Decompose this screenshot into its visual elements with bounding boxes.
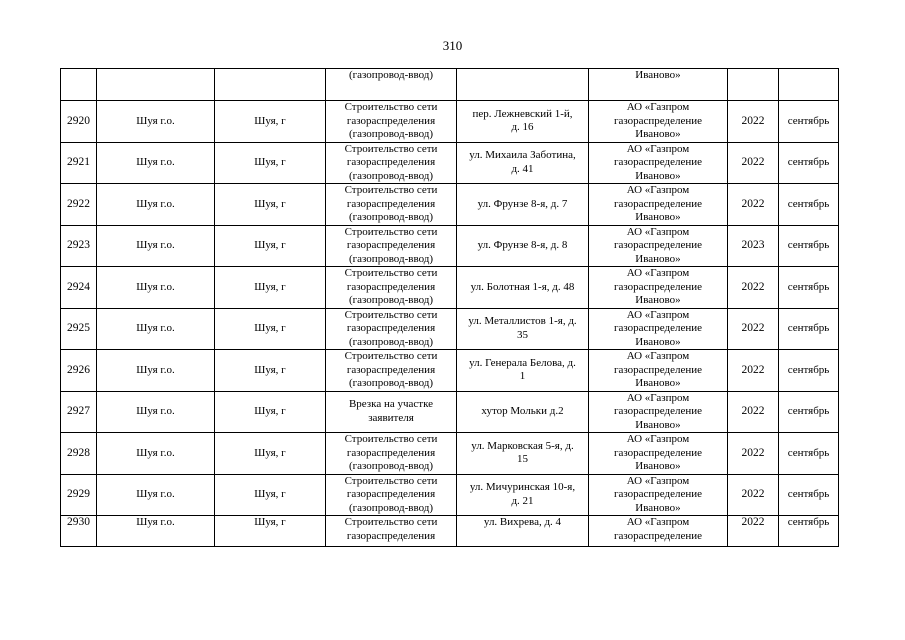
cell-work-type-line: Строительство сети (344, 474, 438, 487)
gas-connection-table (60, 68, 839, 547)
cell-year: 2022 (728, 184, 779, 226)
cell-locality: Шуя, г (215, 267, 326, 309)
cell-work-type (326, 391, 457, 433)
cell-work-type-line: газораспределения (346, 488, 436, 500)
cell-work-type-line: Строительство сети (344, 142, 438, 155)
cell-work-type (326, 350, 457, 392)
cell-locality (215, 69, 326, 101)
cell-organization (589, 391, 728, 433)
cell-address-line: ул. Металлистов 1-я, д. (468, 315, 577, 328)
cell-month (779, 69, 839, 101)
table-body (61, 69, 839, 547)
cell-district: Шуя г.о. (97, 308, 215, 350)
cell-district: Шуя г.о. (97, 184, 215, 226)
cell-work-type-line: заявителя (368, 411, 414, 424)
cell-number: 2922 (61, 184, 97, 226)
cell-locality: Шуя, г (215, 433, 326, 475)
cell-year: 2022 (728, 101, 779, 143)
cell-organization-line: Иваново» (635, 294, 681, 306)
cell-organization-line: АО «Газпром (626, 184, 690, 196)
cell-work-type-line: Врезка на участке (348, 398, 434, 411)
cell-work-type-line: (газопровод-ввод) (348, 460, 434, 472)
cell-work-type-line: (газопровод-ввод) (348, 69, 434, 81)
table-row (61, 267, 839, 309)
cell-address (457, 433, 589, 475)
cell-organization-line: АО «Газпром (626, 142, 690, 155)
cell-work-type-line: Строительство сети (344, 225, 438, 238)
cell-organization-line: АО «Газпром (626, 308, 690, 321)
table-row (61, 225, 839, 267)
cell-year: 2022 (728, 308, 779, 350)
cell-organization-line: газораспределение (613, 488, 703, 500)
cell-organization-line: АО «Газпром (626, 433, 690, 445)
cell-month: сентябрь (779, 184, 839, 226)
cell-work-type (326, 142, 457, 184)
table-row (61, 433, 839, 475)
page-number: 310 (442, 38, 463, 53)
cell-district: Шуя г.о. (97, 516, 215, 547)
cell-organization-line: АО «Газпром (626, 225, 690, 238)
cell-locality: Шуя, г (215, 184, 326, 226)
cell-work-type-line: (газопровод-ввод) (348, 294, 434, 306)
cell-year: 2022 (728, 474, 779, 516)
cell-organization-line: АО «Газпром (626, 516, 690, 528)
cell-address-line: ул. Генерала Белова, д. (469, 356, 576, 369)
cell-organization-line: АО «Газпром (626, 101, 690, 113)
cell-work-type-line: Строительство сети (344, 101, 438, 113)
cell-organization-line: Иваново» (635, 377, 681, 389)
cell-locality: Шуя, г (215, 474, 326, 516)
cell-organization-line: газораспределение (613, 405, 703, 417)
cell-organization-line: Иваново» (635, 128, 681, 140)
table-row (61, 474, 839, 516)
cell-locality: Шуя, г (215, 101, 326, 143)
cell-address-line: хутор Мольки д.2 (481, 405, 564, 417)
cell-address-line: ул. Фрунзе 8-я, д. 8 (477, 239, 568, 251)
cell-address (457, 69, 589, 101)
cell-district (97, 69, 215, 101)
cell-organization-line: газораспределение (613, 529, 703, 542)
cell-locality: Шуя, г (215, 391, 326, 433)
cell-address-line: д. 41 (511, 162, 534, 175)
cell-organization-line: газораспределение (613, 280, 703, 293)
cell-work-type-line: Строительство сети (344, 516, 438, 528)
cell-year: 2022 (728, 350, 779, 392)
cell-organization (589, 142, 728, 184)
cell-organization (589, 474, 728, 516)
cell-work-type (326, 474, 457, 516)
cell-work-type-line: (газопровод-ввод) (348, 335, 434, 348)
cell-address (457, 225, 589, 267)
cell-address-line: пер. Лежневский 1-й, (472, 107, 573, 120)
cell-year: 2022 (728, 391, 779, 433)
cell-work-type-line: (газопровод-ввод) (348, 252, 434, 265)
cell-organization-line: АО «Газпром (626, 267, 690, 279)
cell-number (61, 69, 97, 101)
cell-address-line: 15 (517, 453, 528, 466)
cell-work-type-line: газораспределения (346, 322, 436, 334)
cell-work-type (326, 225, 457, 267)
cell-work-type-line: газораспределения (346, 280, 436, 293)
cell-address-line: 1 (519, 370, 526, 383)
cell-district: Шуя г.о. (97, 350, 215, 392)
cell-district: Шуя г.о. (97, 225, 215, 267)
cell-work-type-line: Строительство сети (344, 267, 438, 279)
cell-work-type-line: Строительство сети (344, 184, 438, 196)
cell-address (457, 267, 589, 309)
cell-month: сентябрь (779, 308, 839, 350)
cell-work-type-line: газораспределения (346, 239, 436, 251)
table-row (61, 391, 839, 433)
cell-work-type-line: Строительство сети (344, 433, 438, 445)
cell-address (457, 350, 589, 392)
cell-year: 2022 (728, 267, 779, 309)
cell-work-type-line: газораспределения (346, 156, 436, 168)
cell-work-type-line: Строительство сети (344, 308, 438, 321)
cell-work-type (326, 433, 457, 475)
cell-address-line: д. 16 (511, 121, 534, 134)
cell-address (457, 184, 589, 226)
cell-year: 2023 (728, 225, 779, 267)
cell-organization (589, 516, 728, 547)
cell-address (457, 516, 589, 547)
cell-organization-line: АО «Газпром (626, 350, 690, 362)
cell-organization (589, 267, 728, 309)
cell-organization-line: газораспределение (613, 322, 703, 334)
cell-number: 2924 (61, 267, 97, 309)
cell-organization-line: газораспределение (613, 156, 703, 168)
cell-month: сентябрь (779, 516, 839, 547)
cell-number: 2921 (61, 142, 97, 184)
cell-number: 2926 (61, 350, 97, 392)
table-row-continuation (61, 69, 839, 101)
cell-address (457, 308, 589, 350)
cell-organization-line: газораспределение (613, 446, 703, 459)
cell-work-type-line: Строительство сети (344, 350, 438, 362)
cell-month: сентябрь (779, 350, 839, 392)
cell-locality: Шуя, г (215, 516, 326, 547)
cell-organization-line: АО «Газпром (626, 474, 690, 487)
cell-work-type-line: (газопровод-ввод) (348, 169, 434, 182)
cell-work-type (326, 184, 457, 226)
cell-address-line: ул. Фрунзе 8-я, д. 7 (477, 197, 568, 210)
cell-number: 2927 (61, 391, 97, 433)
cell-year: 2022 (728, 142, 779, 184)
cell-organization (589, 350, 728, 392)
cell-organization (589, 101, 728, 143)
cell-organization-line: Иваново» (635, 252, 681, 265)
cell-year: 2022 (728, 516, 779, 547)
cell-address-line: ул. Михаила Заботина, (469, 149, 576, 162)
cell-address-line: д. 21 (511, 494, 534, 507)
cell-organization-line: Иваново» (635, 460, 681, 472)
cell-address-line: ул. Болотная 1-я, д. 48 (470, 280, 575, 293)
table-row (61, 142, 839, 184)
cell-work-type (326, 516, 457, 547)
cell-locality: Шуя, г (215, 350, 326, 392)
cell-work-type-line: (газопровод-ввод) (348, 211, 434, 223)
cell-year (728, 69, 779, 101)
cell-district: Шуя г.о. (97, 267, 215, 309)
cell-organization-line: газораспределение (613, 197, 703, 210)
cell-work-type-line: (газопровод-ввод) (348, 128, 434, 140)
cell-work-type-line: газораспределения (346, 529, 436, 542)
cell-address (457, 474, 589, 516)
cell-organization-line: АО «Газпром (626, 391, 690, 404)
table-row (61, 308, 839, 350)
cell-organization (589, 184, 728, 226)
cell-locality: Шуя, г (215, 142, 326, 184)
cell-year: 2022 (728, 433, 779, 475)
cell-address (457, 391, 589, 433)
table-row (61, 516, 839, 547)
cell-district: Шуя г.о. (97, 142, 215, 184)
cell-number: 2925 (61, 308, 97, 350)
cell-month: сентябрь (779, 101, 839, 143)
cell-address-line: ул. Марковская 5-я, д. (471, 439, 574, 452)
cell-district: Шуя г.о. (97, 433, 215, 475)
cell-organization-line: Иваново» (635, 335, 681, 348)
cell-organization-line: Иваново» (635, 169, 681, 182)
cell-number: 2920 (61, 101, 97, 143)
cell-district: Шуя г.о. (97, 474, 215, 516)
cell-address-line: 35 (517, 328, 528, 341)
cell-work-type-line: газораспределения (346, 363, 436, 376)
cell-organization-line: газораспределение (613, 363, 703, 376)
cell-work-type (326, 69, 457, 101)
cell-organization-line: Иваново» (635, 211, 681, 223)
cell-district: Шуя г.о. (97, 391, 215, 433)
cell-organization-line: газораспределение (613, 114, 703, 127)
cell-work-type-line: газораспределения (346, 114, 436, 127)
cell-organization-line: Иваново» (635, 69, 681, 81)
table-row (61, 101, 839, 143)
table-row (61, 184, 839, 226)
cell-month: сентябрь (779, 142, 839, 184)
cell-number: 2928 (61, 433, 97, 475)
cell-organization (589, 225, 728, 267)
cell-work-type (326, 101, 457, 143)
table-row (61, 350, 839, 392)
cell-work-type-line: (газопровод-ввод) (348, 501, 434, 514)
cell-work-type-line: (газопровод-ввод) (348, 377, 434, 389)
cell-month: сентябрь (779, 267, 839, 309)
cell-month: сентябрь (779, 391, 839, 433)
cell-district: Шуя г.о. (97, 101, 215, 143)
cell-locality: Шуя, г (215, 225, 326, 267)
cell-month: сентябрь (779, 225, 839, 267)
cell-locality: Шуя, г (215, 308, 326, 350)
cell-number: 2923 (61, 225, 97, 267)
cell-work-type (326, 267, 457, 309)
cell-organization-line: Иваново» (635, 501, 681, 514)
cell-organization (589, 433, 728, 475)
cell-number: 2929 (61, 474, 97, 516)
cell-month: сентябрь (779, 474, 839, 516)
cell-address (457, 142, 589, 184)
cell-organization-line: Иваново» (635, 418, 681, 431)
cell-organization (589, 69, 728, 101)
cell-organization (589, 308, 728, 350)
cell-work-type (326, 308, 457, 350)
cell-work-type-line: газораспределения (346, 446, 436, 459)
cell-work-type-line: газораспределения (346, 197, 436, 210)
cell-address-line: ул. Мичуринская 10-я, (469, 481, 576, 494)
cell-address-line: ул. Вихрева, д. 4 (483, 516, 562, 528)
cell-number: 2930 (61, 516, 97, 547)
cell-month: сентябрь (779, 433, 839, 475)
cell-organization-line: газораспределение (613, 239, 703, 251)
cell-address (457, 101, 589, 143)
